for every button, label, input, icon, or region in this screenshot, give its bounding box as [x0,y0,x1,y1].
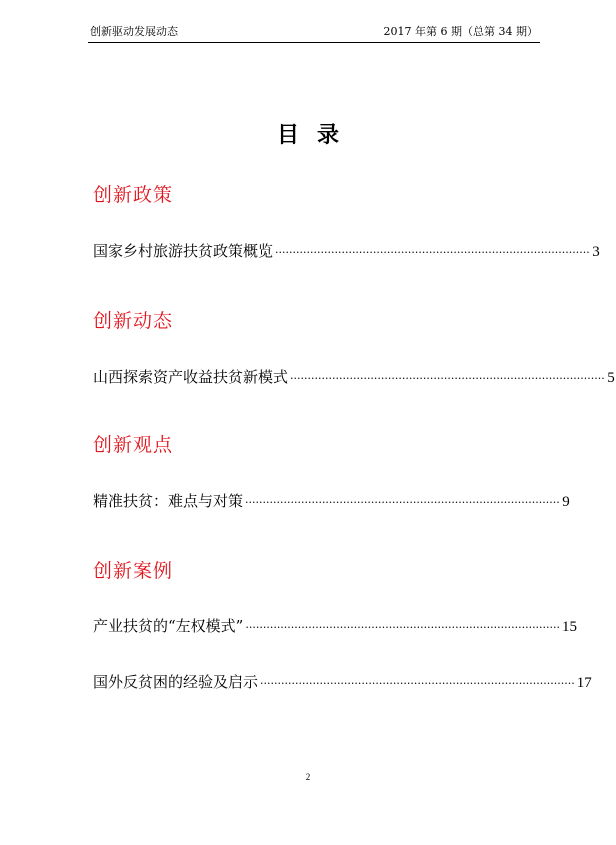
page-header [88,24,540,43]
section-heading-viewpoints: 创新观点 [93,434,174,456]
toc-entry-title: 山西探索资产收益扶贫新模式 [93,368,289,386]
toc-entry-page: 15 [562,619,578,635]
section-heading-policy: 创新政策 [93,184,174,206]
toc-entry-page: 17 [576,675,592,691]
toc-entry[interactable] [93,490,570,512]
header-publication-name: 创新驱动发展动态 [90,25,178,38]
toc-leader-dots: ·························································································· [245,496,560,509]
page-number: 2 [305,772,311,782]
toc-entry[interactable] [93,671,592,693]
toc-leader-dots: ·························································································· [290,372,605,385]
toc-entry-page: 3 [592,244,600,260]
toc-leader-dots: ·························································································· [245,621,561,634]
toc-entry[interactable] [93,366,615,388]
toc-entry-title: 产业扶贫的“左权模式” [93,617,244,635]
toc-entry[interactable] [93,615,578,637]
section-heading-cases: 创新案例 [93,560,174,582]
toc-leader-dots: ·························································································· [275,246,590,259]
header-issue-info: 2017 年第 6 期（总第 34 期） [383,25,538,38]
toc-entry-page: 9 [562,494,570,510]
toc-leader-dots: ·························································································· [260,677,575,690]
section-heading-dynamics: 创新动态 [93,310,174,332]
toc-title: 目录 [276,123,357,148]
toc-entry[interactable] [93,240,600,262]
toc-entry-page: 5 [607,370,615,386]
toc-entry-title: 国家乡村旅游扶贫政策概览 [93,242,274,260]
toc-entry-title: 国外反贫困的经验及启示 [93,673,259,691]
toc-entry-title: 精准扶贫：难点与对策 [93,492,244,510]
